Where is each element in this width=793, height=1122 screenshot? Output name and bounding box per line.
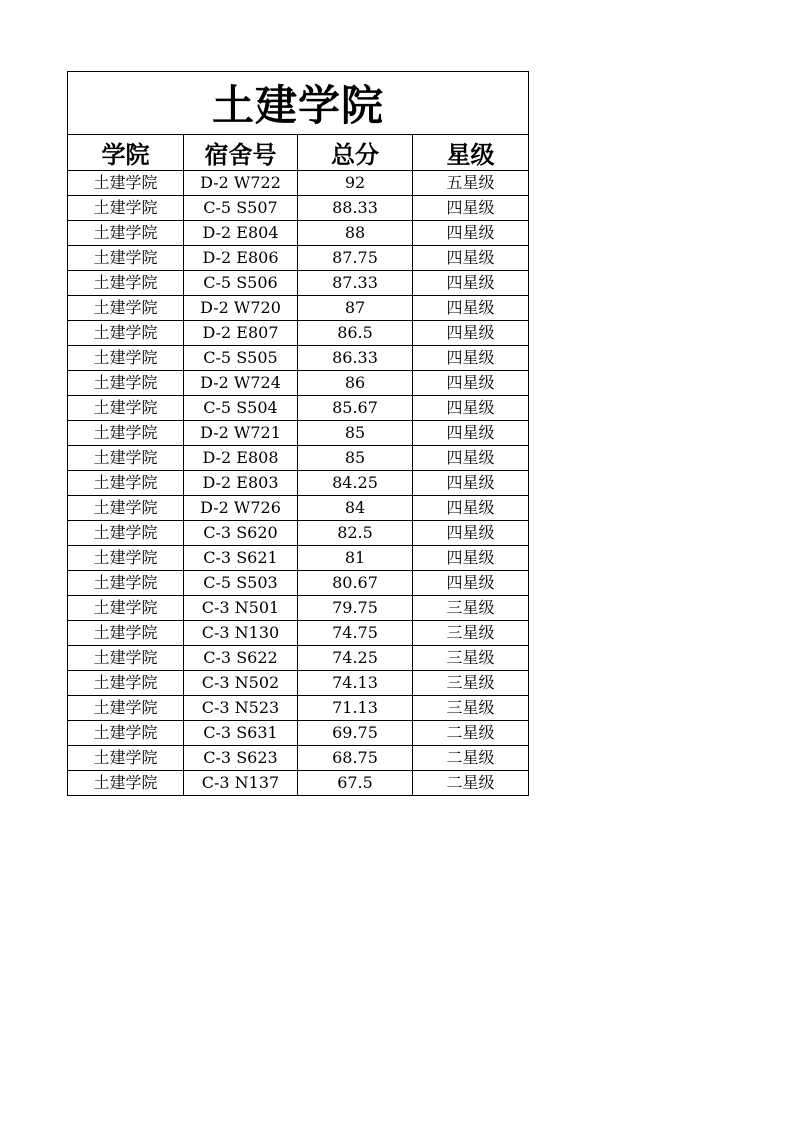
table-row [68, 646, 529, 671]
cell-star-rating: 四星级 [413, 221, 529, 246]
cell-dorm-number: C-3 S621 [184, 546, 298, 571]
cell-college: 土建学院 [68, 771, 184, 796]
cell-college: 土建学院 [68, 696, 184, 721]
cell-total-score: 84 [298, 496, 413, 521]
cell-college: 土建学院 [68, 471, 184, 496]
table-row [68, 421, 529, 446]
table-row [68, 296, 529, 321]
cell-college: 土建学院 [68, 421, 184, 446]
cell-total-score: 88.33 [298, 196, 413, 221]
cell-total-score: 92 [298, 171, 413, 196]
cell-star-rating: 四星级 [413, 246, 529, 271]
cell-dorm-number: C-5 S503 [184, 571, 298, 596]
cell-total-score: 85 [298, 446, 413, 471]
cell-dorm-number: C-3 N523 [184, 696, 298, 721]
column-header-college: 学院 [68, 135, 184, 171]
cell-star-rating: 四星级 [413, 321, 529, 346]
column-header-star-rating: 星级 [413, 135, 529, 171]
cell-total-score: 82.5 [298, 521, 413, 546]
cell-total-score: 79.75 [298, 596, 413, 621]
cell-star-rating: 四星级 [413, 521, 529, 546]
column-header-dorm-number: 宿舍号 [184, 135, 298, 171]
table-row [68, 771, 529, 796]
cell-dorm-number: D-2 W726 [184, 496, 298, 521]
cell-star-rating: 四星级 [413, 471, 529, 496]
cell-college: 土建学院 [68, 621, 184, 646]
header-row [68, 135, 529, 171]
cell-dorm-number: C-5 S504 [184, 396, 298, 421]
cell-dorm-number: D-2 E806 [184, 246, 298, 271]
cell-college: 土建学院 [68, 271, 184, 296]
table-row [68, 196, 529, 221]
cell-total-score: 85 [298, 421, 413, 446]
table-row [68, 496, 529, 521]
cell-total-score: 86.33 [298, 346, 413, 371]
cell-college: 土建学院 [68, 446, 184, 471]
cell-college: 土建学院 [68, 546, 184, 571]
cell-total-score: 74.13 [298, 671, 413, 696]
cell-star-rating: 三星级 [413, 671, 529, 696]
cell-college: 土建学院 [68, 746, 184, 771]
cell-star-rating: 三星级 [413, 696, 529, 721]
cell-dorm-number: C-3 S622 [184, 646, 298, 671]
cell-star-rating: 二星级 [413, 721, 529, 746]
table-row [68, 221, 529, 246]
cell-star-rating: 三星级 [413, 596, 529, 621]
cell-college: 土建学院 [68, 171, 184, 196]
cell-dorm-number: C-5 S505 [184, 346, 298, 371]
cell-dorm-number: D-2 W720 [184, 296, 298, 321]
cell-total-score: 88 [298, 221, 413, 246]
cell-star-rating: 五星级 [413, 171, 529, 196]
column-header-total-score: 总分 [298, 135, 413, 171]
table-body [68, 171, 529, 796]
cell-total-score: 71.13 [298, 696, 413, 721]
cell-total-score: 67.5 [298, 771, 413, 796]
cell-total-score: 68.75 [298, 746, 413, 771]
cell-college: 土建学院 [68, 596, 184, 621]
table-title: 土建学院 [68, 72, 529, 135]
table-row [68, 246, 529, 271]
cell-total-score: 87.33 [298, 271, 413, 296]
cell-dorm-number: D-2 E807 [184, 321, 298, 346]
cell-college: 土建学院 [68, 321, 184, 346]
table-row [68, 696, 529, 721]
cell-college: 土建学院 [68, 346, 184, 371]
table-row [68, 321, 529, 346]
cell-college: 土建学院 [68, 371, 184, 396]
cell-college: 土建学院 [68, 496, 184, 521]
table-row [68, 596, 529, 621]
cell-total-score: 85.67 [298, 396, 413, 421]
cell-total-score: 74.75 [298, 621, 413, 646]
cell-total-score: 69.75 [298, 721, 413, 746]
cell-star-rating: 四星级 [413, 396, 529, 421]
cell-college: 土建学院 [68, 296, 184, 321]
cell-college: 土建学院 [68, 196, 184, 221]
cell-star-rating: 三星级 [413, 621, 529, 646]
cell-college: 土建学院 [68, 671, 184, 696]
table-row [68, 521, 529, 546]
table-row [68, 721, 529, 746]
table-row [68, 396, 529, 421]
cell-college: 土建学院 [68, 396, 184, 421]
cell-total-score: 80.67 [298, 571, 413, 596]
cell-dorm-number: C-3 N501 [184, 596, 298, 621]
cell-dorm-number: C-3 N502 [184, 671, 298, 696]
cell-total-score: 81 [298, 546, 413, 571]
cell-star-rating: 四星级 [413, 571, 529, 596]
table-row [68, 546, 529, 571]
title-row [68, 72, 529, 135]
cell-college: 土建学院 [68, 721, 184, 746]
cell-dorm-number: D-2 E804 [184, 221, 298, 246]
cell-dorm-number: D-2 W721 [184, 421, 298, 446]
cell-total-score: 84.25 [298, 471, 413, 496]
cell-total-score: 87.75 [298, 246, 413, 271]
cell-star-rating: 四星级 [413, 421, 529, 446]
cell-star-rating: 四星级 [413, 296, 529, 321]
cell-total-score: 87 [298, 296, 413, 321]
cell-dorm-number: C-5 S507 [184, 196, 298, 221]
cell-star-rating: 四星级 [413, 371, 529, 396]
cell-dorm-number: C-3 S620 [184, 521, 298, 546]
cell-dorm-number: D-2 W724 [184, 371, 298, 396]
cell-star-rating: 二星级 [413, 746, 529, 771]
cell-dorm-number: C-3 S631 [184, 721, 298, 746]
cell-dorm-number: D-2 E803 [184, 471, 298, 496]
cell-dorm-number: C-3 N130 [184, 621, 298, 646]
table-row [68, 171, 529, 196]
table-row [68, 571, 529, 596]
dormitory-score-table [67, 71, 529, 796]
cell-star-rating: 四星级 [413, 346, 529, 371]
cell-total-score: 86.5 [298, 321, 413, 346]
table-row [68, 371, 529, 396]
table-row [68, 471, 529, 496]
cell-dorm-number: C-3 N137 [184, 771, 298, 796]
table-row [68, 271, 529, 296]
cell-star-rating: 四星级 [413, 446, 529, 471]
cell-star-rating: 四星级 [413, 196, 529, 221]
table-row [68, 671, 529, 696]
table-row [68, 446, 529, 471]
cell-star-rating: 四星级 [413, 546, 529, 571]
cell-dorm-number: D-2 E808 [184, 446, 298, 471]
cell-dorm-number: C-3 S623 [184, 746, 298, 771]
cell-total-score: 86 [298, 371, 413, 396]
cell-dorm-number: D-2 W722 [184, 171, 298, 196]
cell-college: 土建学院 [68, 571, 184, 596]
cell-star-rating: 四星级 [413, 496, 529, 521]
cell-total-score: 74.25 [298, 646, 413, 671]
cell-college: 土建学院 [68, 246, 184, 271]
cell-dorm-number: C-5 S506 [184, 271, 298, 296]
table-row [68, 621, 529, 646]
cell-college: 土建学院 [68, 221, 184, 246]
table-row [68, 346, 529, 371]
cell-college: 土建学院 [68, 646, 184, 671]
cell-star-rating: 四星级 [413, 271, 529, 296]
cell-star-rating: 三星级 [413, 646, 529, 671]
table-row [68, 746, 529, 771]
cell-college: 土建学院 [68, 521, 184, 546]
cell-star-rating: 二星级 [413, 771, 529, 796]
